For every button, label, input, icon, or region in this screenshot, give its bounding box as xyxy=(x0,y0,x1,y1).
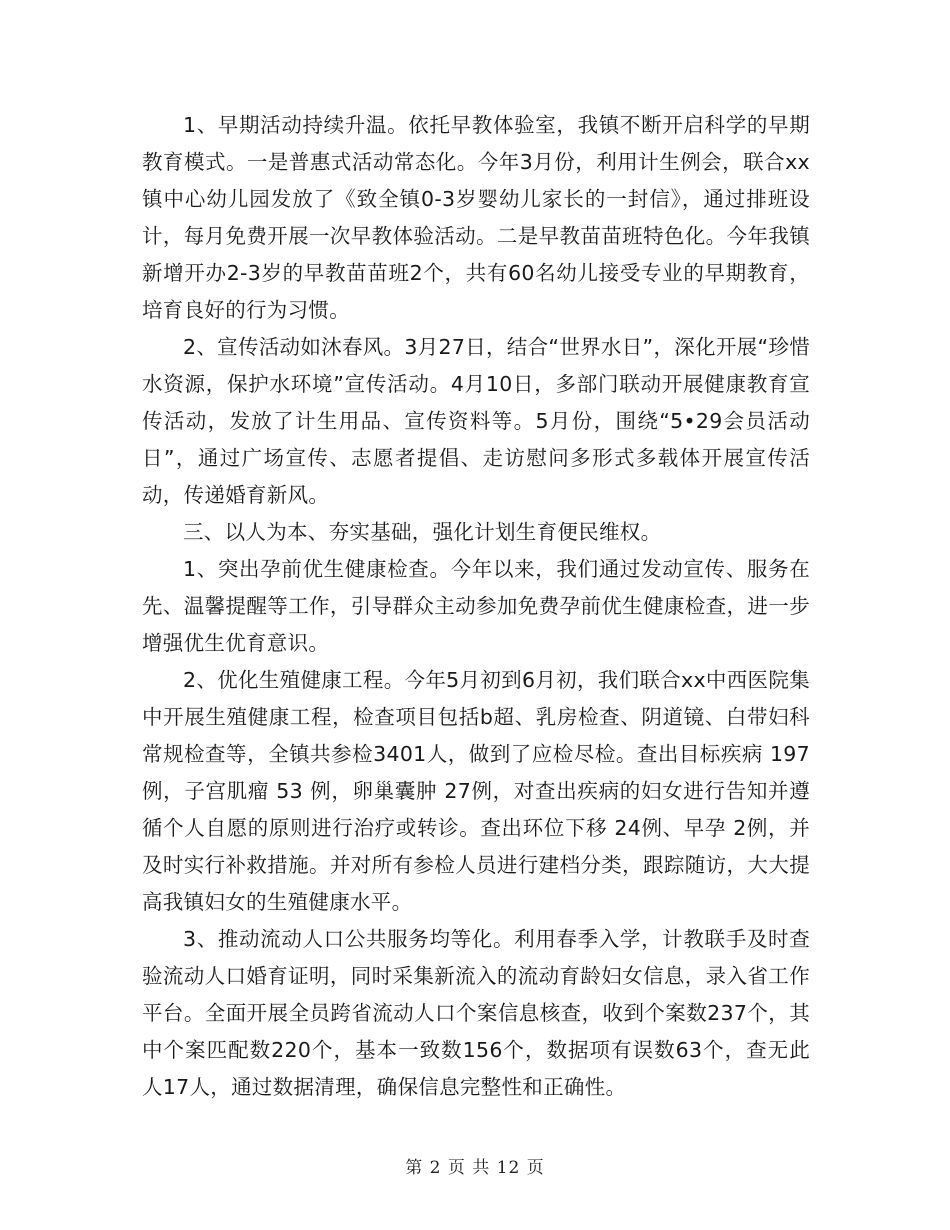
page-footer xyxy=(0,1153,950,1178)
paragraph-prepregnancy-check: 1、突出孕前优生健康检查。今年以来，我们通过发动宣传、服务在先、温馨提醒等工作，引导群众主动参加免费孕前优生健康检查，进一步增强优生优育意识。 xyxy=(142,557,810,655)
section-heading-three: 三、以人为本、夯实基础，强化计划生育便民维权。 xyxy=(183,520,662,544)
paragraph-reproductive-health: 2、优化生殖健康工程。今年5月初到6月初，我们联合xx中西医院集中开展生殖健康工程，检查项目包括b超、乳房检查、阴道镜、白带妇科常规检查等，全镇共参检3401人，做到了应检尽检。查出目标疾病 197例，子宫肌瘤 53 例，卵巢囊肿 27例，对查出疾病的妇女进行告知并遵循个人自愿的原则进行治疗或转诊。查出环位下移 24例、早孕 2例，并及时实行补救措施。并对所有参检人员进行建档分类，跟踪随访，大大提高我镇妇女的生殖健康水平。 xyxy=(142,668,810,914)
paragraph-early-education: 1、早期活动持续升温。依托早教体验室，我镇不断开启科学的早期教育模式。一是普惠式活动常态化。今年3月份，利用计生例会，联合xx镇中心幼儿园发放了《致全镇0-3岁婴幼儿家长的一封信》，通过排班设计，每月免费开展一次早教体验活动。二是早教苗苗班特色化。今年我镇新增开办2-3岁的早教苗苗班2个，共有60名幼儿接受专业的早期教育，培育良好的行为习惯。 xyxy=(142,113,810,322)
paragraph-publicity: 2、宣传活动如沐春风。3月27日，结合“世界水日”，深化开展“珍惜水资源，保护水环境”宣传活动。4月10日，多部门联动开展健康教育宣传活动，发放了计生用品、宣传资料等。5月份，围绕“5•29会员活动日”，通过广场宣传、志愿者提倡、走访慰问多形式多载体开展宣传活动，传递婚育新风。 xyxy=(142,335,810,507)
page-number: 第 2 页 共 12 页 xyxy=(405,1158,545,1178)
document-body xyxy=(142,107,810,1106)
paragraph-floating-population: 3、推动流动人口公共服务均等化。利用春季入学，计教联手及时查验流动人口婚育证明，同时采集新流入的流动育龄妇女信息，录入省工作平台。全面开展全员跨省流动人口个案信息核查，收到个案数237个，其中个案匹配数220个，基本一致数156个，数据项有误数63个，查无此人17人，通过数据清理，确保信息完整性和正确性。 xyxy=(142,927,810,1099)
